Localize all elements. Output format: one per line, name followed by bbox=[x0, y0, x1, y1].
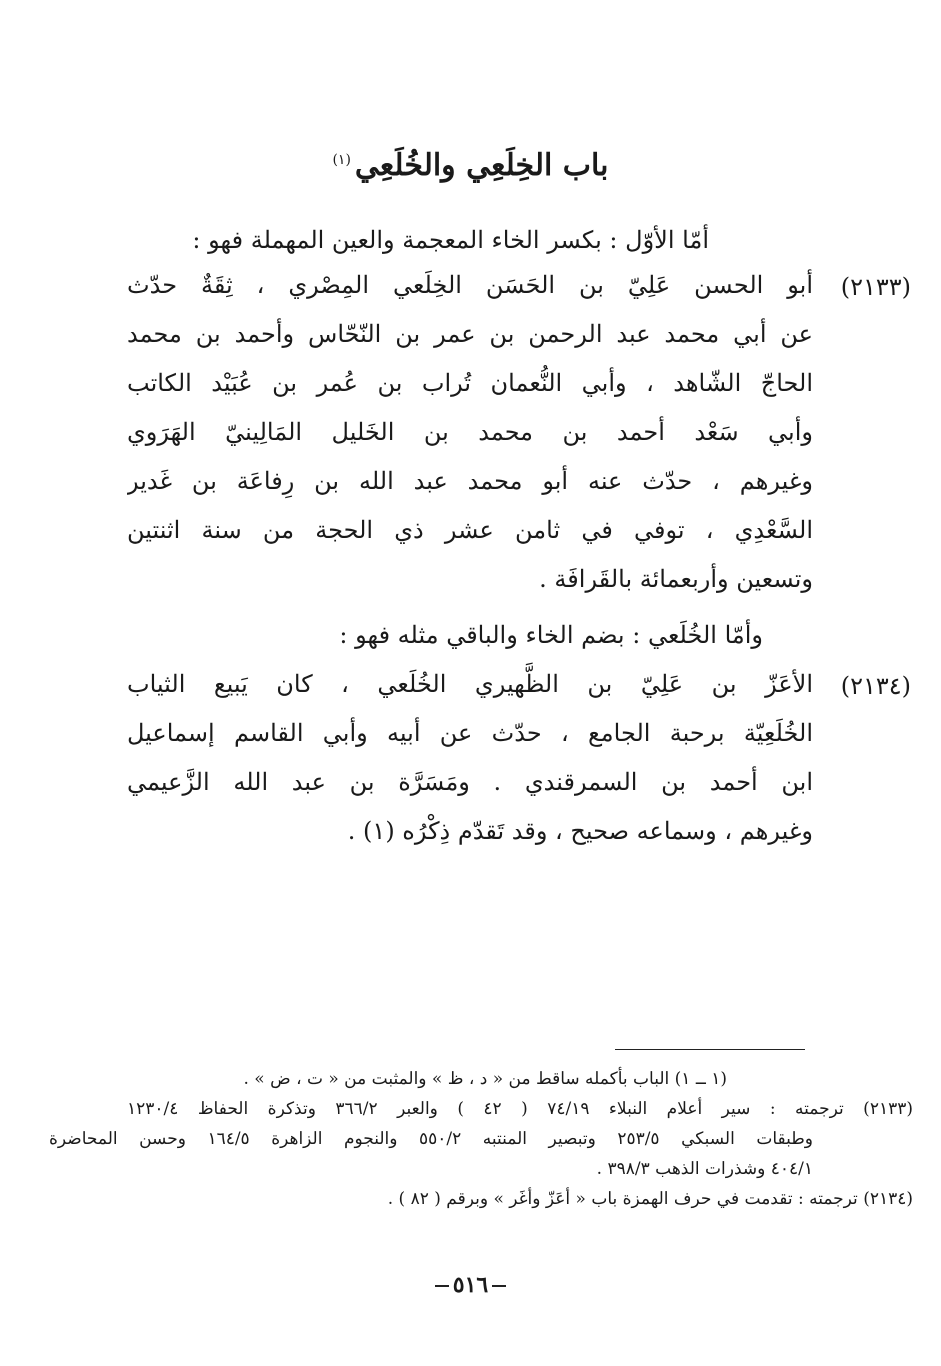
text-line: ابن أحمد بن السمرقندي . ومَسَرَّة بن عبد الله الزَّعيمي bbox=[127, 768, 813, 796]
footnote-line: (٢١٣٣) ترجمته : سير أعلام النبلاء ٧٤/١٩ ( ٤٢ ) والعبر ٣٦٦/٢ وتذكرة الحفاظ ١٢٣٠/٤ bbox=[127, 1099, 913, 1119]
text-line: الأعَزّ بن عَلِيّ بن الظَّهيري الخُلَعي ، كان يَبيع الثياب bbox=[127, 670, 813, 698]
footnote-line: (١ ــ ١) الباب بأكمله ساقط من « د ، ظ » والمثبت من « ت ، ض » . bbox=[243, 1069, 727, 1089]
text-line: وتسعين وأربعمائة بالقَرافَة . bbox=[539, 565, 813, 593]
footnote-line: (٢١٣٤) ترجمته : تقدمت في حرف الهمزة باب « أعَزّ وأغَر » وبرقم ( ٨٢ ) . bbox=[387, 1189, 913, 1209]
page-number bbox=[0, 1272, 941, 1298]
footnotes bbox=[49, 1064, 913, 1214]
entry-number: (٢١٣٤) bbox=[840, 672, 911, 700]
text-line: وغيرهم ، حدّث عنه أبو محمد عبد الله بن رِفاعَة بن غَدير bbox=[127, 467, 813, 495]
dash-left bbox=[492, 1285, 506, 1287]
entry-2133 bbox=[127, 261, 911, 604]
entry-number: (٢١٣٣) bbox=[840, 273, 911, 301]
footnote-separator bbox=[615, 1049, 805, 1050]
text-line: أبو الحسن عَلِيّ بن الحَسَن الخِلَعي المِصْري ، ثِقَةٌ حدّث bbox=[127, 271, 813, 299]
text-line: الخُلَعِيّة برحبة الجامع ، حدّث عن أبيه وأبي القاسم إسماعيل bbox=[127, 719, 813, 747]
text-line: عن أبي محمد عبد الرحمن بن عمر بن النّحّاس وأحمد بن محمد bbox=[127, 320, 813, 348]
footnote-mark: (١) bbox=[332, 152, 351, 168]
footnote-line: ٤٠٤/١ وشذرات الذهب ٣٩٨/٣ . bbox=[596, 1159, 813, 1179]
page-number-value: ٥١٦ bbox=[452, 1272, 489, 1298]
text-line: وغيرهم ، وسماعه صحيح ، وقد تَقدّم ذِكْرُه (١) . bbox=[347, 817, 813, 845]
text-line: وأبي سَعْد أحمد بن محمد بن الخَليل المَالِينيّ الهَرَوي bbox=[127, 418, 813, 446]
section-heading bbox=[0, 148, 941, 183]
intro-first: أمّا الأوّل : بكسر الخاء المعجمة والعين المهملة فهو : bbox=[192, 226, 709, 254]
text-line: الحاجّ الشّاهد ، وأبي النُّعمان تُراب بن عُمر بن عُبَيْد الكاتب bbox=[127, 369, 813, 397]
heading-title: باب الخِلَعِي والخُلَعِي bbox=[354, 148, 609, 183]
footnote-line: وطبقات السبكي ٢٥٣/٥ وتبصير المنتبه ٥٥٠/٢ والنجوم الزاهرة ١٦٤/٥ وحسن المحاضرة bbox=[49, 1129, 813, 1149]
entry-2134 bbox=[127, 660, 911, 856]
intro-second: وأمّا الخُلَعي : بضم الخاء والباقي مثله فهو : bbox=[339, 621, 763, 649]
dash-right bbox=[435, 1285, 449, 1287]
text-line: السَّعْدِي ، توفي في ثامن عشر ذي الحجة من سنة اثنتين bbox=[127, 516, 813, 544]
